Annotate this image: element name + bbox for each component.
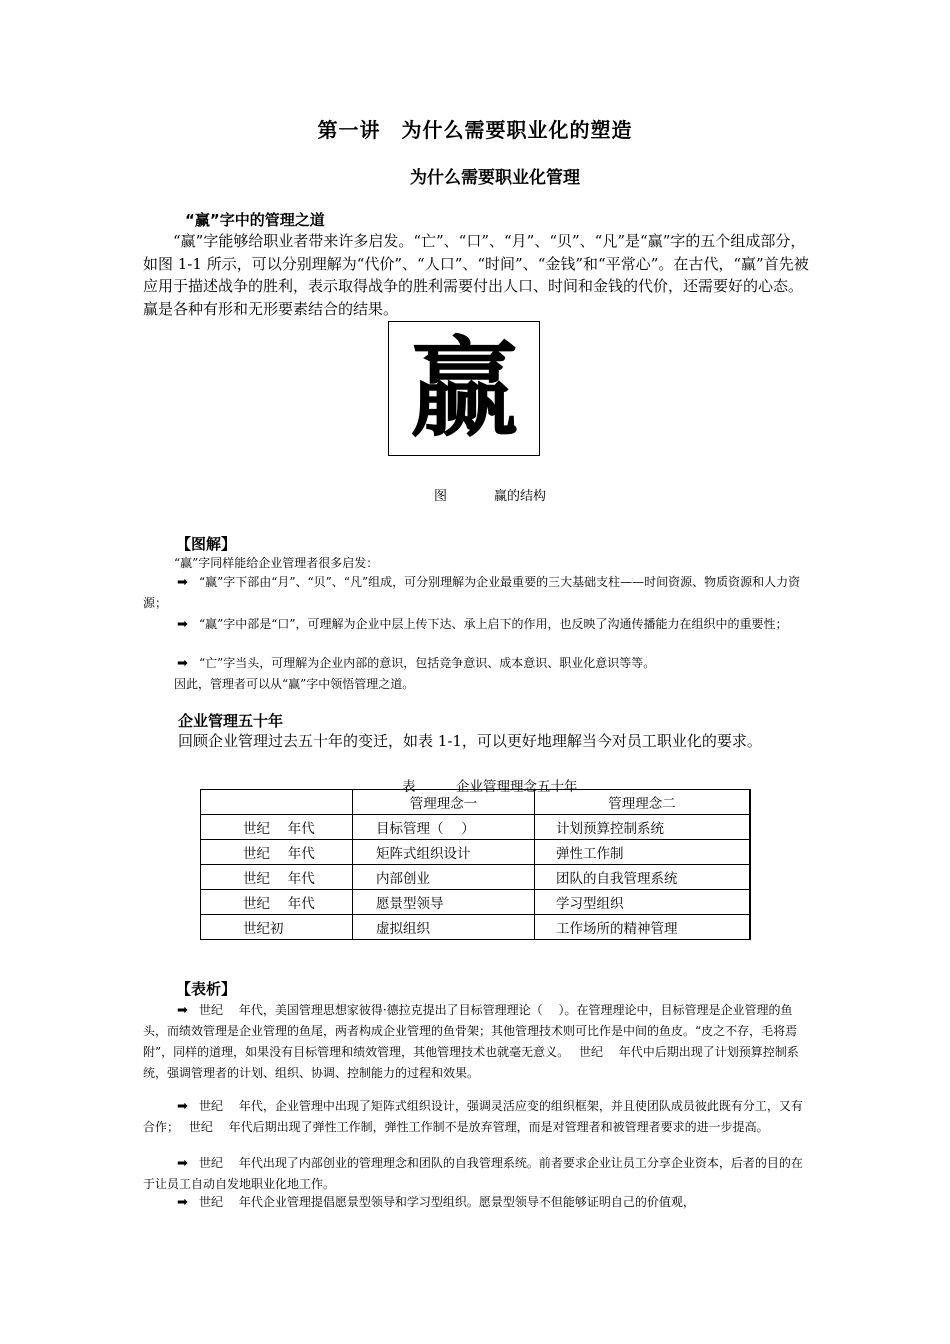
figure-caption-text: 赢的结构: [494, 489, 547, 504]
illustration-bullet: ➡ “亡”字当头，可理解为企业内部的意识，包括竞争意识、成本意识、职业化意识等等。: [143, 653, 810, 674]
table-cell-era: 世纪初: [201, 915, 353, 940]
table-header-cell: [201, 790, 353, 815]
table-header-row: [201, 790, 751, 815]
table-cell-era: 世纪 年代: [201, 840, 353, 865]
section-paragraph-ying: “赢”字能够给职业者带来许多启发。“亡”、“口”、“月”、“贝”、“凡”是“赢”字的五个组成部分，如图 1-1 所示，可以分别理解为“代价”、“人口”、“时间”、“金钱”和“平常心”。在古代，“赢”首先被应用于描述战争的胜利，表示取得战争的胜利需要付出人口、时间和金钱的代价，还需要好的心态。赢是各种有形和无形要素结合的结果。: [143, 232, 809, 318]
illustration-intro: “赢”字同样能给企业管理者很多启发：: [174, 556, 379, 570]
table-row: [201, 865, 751, 890]
arrow-right-icon: ➡: [177, 1003, 188, 1018]
table-cell-concept-one: 愿景型领导: [353, 890, 535, 915]
management-concepts-table: [200, 789, 751, 940]
analysis-bullet: ➡ 世纪 年代企业管理提倡愿景型领导和学习型组织。愿景型领导不但能够证明自己的价值观，: [143, 1192, 810, 1213]
table-cell-concept-two: 团队的自我管理系统: [535, 865, 751, 890]
illustration-bullet: ➡ “赢”字下部由“月”、“贝”、“凡”组成，可分别理解为企业最重要的三大基础支柱——时间资源、物质资源和人力资源；: [143, 572, 810, 614]
table-cell-concept-two: 弹性工作制: [535, 840, 751, 865]
table-cell-concept-one: 目标管理（ ）: [353, 815, 535, 840]
table-row: [201, 890, 751, 915]
analysis-bullet: ➡ 世纪 年代出现了内部创业的管理理念和团队的自我管理系统。前者要求企业让员工分享企业资本，后者的目的在于让员工自动自发地职业化地工作。: [143, 1153, 810, 1195]
table-cell-concept-one: 内部创业: [353, 865, 535, 890]
table-cell-era: 世纪 年代: [201, 865, 353, 890]
analysis-heading: 【表析】: [176, 980, 237, 998]
table-cell-concept-two: 学习型组织: [535, 890, 751, 915]
arrow-right-icon: ➡: [177, 617, 188, 632]
analysis-bullet: ➡ 世纪 年代，企业管理中出现了矩阵式组织设计，强调灵活应变的组织框架，并且使团队成员彼此既有分工，又有合作； 世纪 年代后期出现了弹性工作制，弹性工作制不是放弃管理，而是对管理者和被管理者要求的进一步提高。: [143, 1096, 810, 1138]
table-caption-label: 表: [402, 779, 416, 795]
section-paragraph-fifty-years: 回顾企业管理过去五十年的变迁，如表 1-1，可以更好地理解当今对员工职业化的要求。: [178, 732, 762, 750]
table-header-cell: 管理理念一: [353, 790, 535, 815]
table-cell-era: 世纪 年代: [201, 815, 353, 840]
ying-character-image: 赢: [409, 325, 518, 452]
figure-ying-character: [388, 321, 540, 456]
arrow-right-icon: ➡: [177, 1156, 188, 1171]
illustration-heading: 【图解】: [176, 535, 237, 553]
arrow-right-icon: ➡: [177, 1099, 188, 1114]
page-subtitle: 为什么需要职业化管理: [410, 168, 580, 188]
table-cell-era: 世纪 年代: [201, 890, 353, 915]
table-caption-text: 企业管理理念五十年: [456, 779, 578, 795]
table-row: [201, 915, 751, 940]
section-heading-fifty-years: 企业管理五十年: [178, 712, 284, 730]
table-cell-concept-two: 计划预算控制系统: [535, 815, 751, 840]
figure-caption-label: 图: [434, 489, 448, 504]
arrow-right-icon: ➡: [177, 575, 188, 590]
page-title: 第一讲 为什么需要职业化的塑造: [317, 118, 633, 142]
table-cell-concept-one: 矩阵式组织设计: [353, 840, 535, 865]
table-row: [201, 815, 751, 840]
section-heading-ying: “赢”字中的管理之道: [185, 211, 325, 229]
table-cell-concept-one: 虚拟组织: [353, 915, 535, 940]
table-row: [201, 840, 751, 865]
table-cell-concept-two: 工作场所的精神管理: [535, 915, 751, 940]
illustration-bullet: ➡ “赢”字中部是“口”，可理解为企业中层上传下达、承上启下的作用，也反映了沟通传播能力在组织中的重要性；: [143, 614, 810, 635]
arrow-right-icon: ➡: [177, 656, 188, 671]
arrow-right-icon: ➡: [177, 1195, 188, 1210]
analysis-bullet: ➡ 世纪 年代，美国管理思想家彼得·德拉克提出了目标管理理论（ ）。在管理理论中，目标管理是企业管理的鱼头，而绩效管理是企业管理的鱼尾，两者构成企业管理的鱼骨架；其他管理技术则可比作是中间的鱼皮。“皮之不存，毛将焉附”，同样的道理，如果没有目标管理和绩效管理，其他管理技术也就毫无意义。 世纪 年代中后期出现了计划预算控制系统，强调管理者的计划、组织、协调、控制能力的过程和效果。: [143, 1000, 810, 1084]
table-header-cell: 管理理念二: [535, 790, 751, 815]
illustration-conclusion: 因此，管理者可以从“赢”字中领悟管理之道。: [174, 677, 415, 691]
